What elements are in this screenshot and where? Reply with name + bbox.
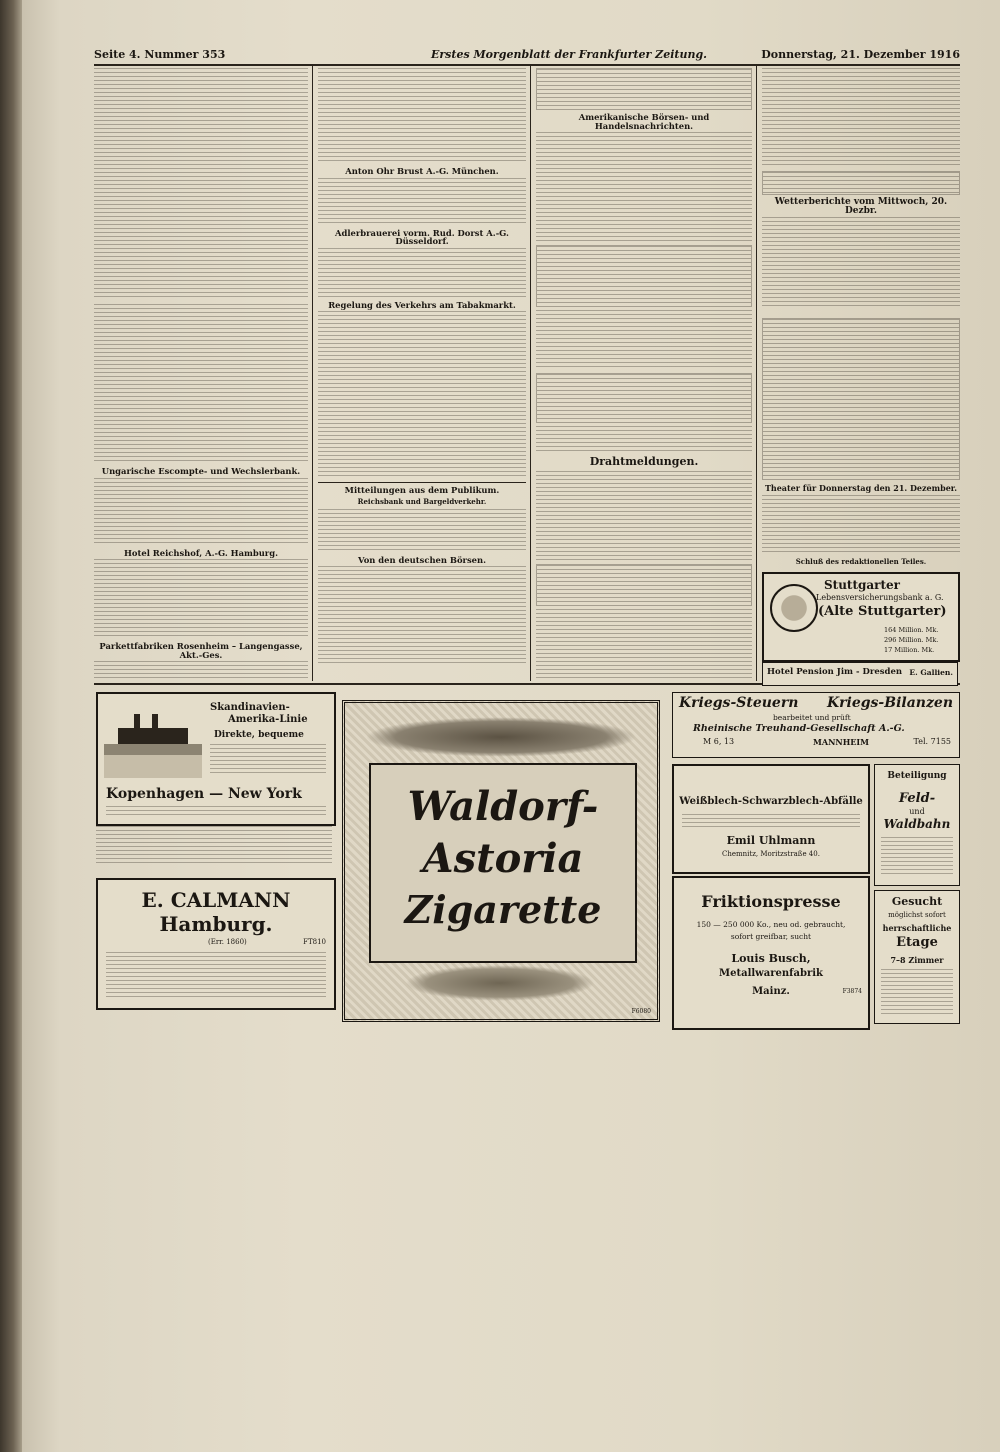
article-column-3 [536,68,752,678]
text-block [94,68,308,300]
stuttgarter-ad [762,572,960,662]
stock-table [536,68,752,110]
gesucht-line: möglichst sofort [888,911,946,919]
section-heading: Drahtmeldungen. [589,455,699,469]
seal-icon [770,584,818,632]
waldorf-code: F6080 [631,1008,651,1015]
pension-owner: E. Gallien. [909,668,953,677]
text-block [210,744,326,774]
friktion-line: 150 — 250 000 Ko., neu od. gebraucht, [696,920,846,929]
calmann-city: Hamburg. [159,912,273,936]
text-block [318,68,526,164]
text-block [318,566,526,666]
text-block [94,304,308,464]
treuhand-address: M 6, 13 [703,737,735,746]
text-block [762,68,960,168]
beteiligung-ad [874,764,960,886]
und-label: und [909,807,925,816]
article-heading: Anton Ohr Brust A.-G. München. [345,166,499,176]
article-heading: Amerikanische Börsen- und Handelsnachrichten. [578,112,710,131]
friktion-firm: Louis Busch, [731,952,811,965]
kriegs-steuern-ad [672,692,960,758]
text-block [881,837,953,877]
stock-table [536,245,752,307]
article-subheading: Reichsbank und Bargeldverkehr. [357,496,487,506]
gesucht-rooms: 7–8 Zimmer [890,955,944,965]
gesucht-title: Gesucht [891,895,943,908]
skandinavien-route: Kopenhagen — New York [106,786,302,802]
article-column-2 [318,68,526,678]
text-block [318,248,526,298]
friktion-firm-2: Metallwarenfabrik [719,968,823,979]
text-block [762,217,960,307]
stuttgarter-figure: 164 Million. Mk. [884,626,939,634]
stuttgarter-alt-name: (Alte Stuttgarter) [818,604,947,619]
text-block [94,661,308,678]
stock-table [536,564,752,606]
header-rule [94,64,960,66]
zigarette-name: Zigarette [404,887,602,932]
gesucht-line: herrschaftliche [882,923,952,933]
text-block [94,478,308,546]
beteiligung-title: Beteiligung [887,771,947,781]
text-block [762,495,960,555]
weissblech-title: Weißblech-Schwarzblech-Abfälle [679,796,863,807]
text-block [96,826,332,866]
friktion-code: F3874 [842,988,862,995]
treuhand-tel: Tel. 7155 [913,737,951,746]
calmann-ad [96,878,336,1010]
calmann-established: (Err. 1860) [208,938,247,946]
column-rule [312,66,313,681]
gesucht-etage: Etage [896,935,938,950]
astoria-name: Astoria [422,835,584,882]
skandinavien-title-2: Amerika-Linie [228,714,308,725]
text-block [536,132,752,242]
weissblech-city: Chemnitz, Moritzstraße 40. [722,850,820,858]
stuttgarter-figure: 17 Million. Mk. [884,646,935,654]
steamship-icon [104,702,202,778]
text-block [536,426,752,452]
article-heading: Von den deutschen Börsen. [357,554,486,565]
article-heading: Mitteilungen aus dem Publikum. [318,482,526,495]
skandinavien-title: Skandinavien- [210,702,290,713]
theater-column [762,484,960,574]
article-heading: Hotel Reichshof, A.-G. Hamburg. [124,547,278,558]
skandinavien-tagline: Direkte, bequeme [214,730,304,740]
stock-table [762,171,960,195]
skandinavien-amerika-ad [96,692,336,826]
text-block [536,609,752,678]
ribbon-ornament-icon [405,965,595,1001]
text-block [106,806,326,818]
feld-label: Feld- [898,791,936,806]
stuttgarter-subtitle: Lebensversicherungsbank a. G. [816,593,944,602]
gesucht-ad [874,890,960,1024]
column-rule [756,66,757,681]
article-heading: Adlerbrauerei vorm. Rud. Dorst A.-G. Düsseldorf. [335,227,509,247]
crown-ornament-icon [365,717,637,757]
kriegs-sub: bearbeitet und prüft [773,713,851,722]
stuttgarter-title: Stuttgarter [824,578,901,592]
text-block [94,559,308,639]
book-binding [0,0,22,1452]
weather-table [762,318,960,480]
treuhand-city: MANNHEIM [813,737,869,747]
calmann-name: E. CALMANN [141,888,291,912]
pension-name: Hotel Pension Jim - Dresden [767,667,903,677]
weissblech-ad [672,764,870,874]
stock-table [536,373,752,423]
treuhand-company: Rheinische Treuhand-Gesellschaft A.-G. [693,723,905,734]
article-heading: Regelung des Verkehrs am Tabakmarkt. [328,299,516,310]
text-block [106,952,326,1000]
page-number: Seite 4. Nummer 353 [94,48,226,61]
text-block [536,471,752,561]
theater-heading: Theater für Donnerstag den 21. Dezember. [764,484,958,493]
text-block [536,310,752,370]
friktionspresse-ad [672,876,870,1030]
text-block [318,311,526,479]
text-block [682,814,860,830]
weather-heading: Wetterberichte vom Mittwoch, 20. Dezbr. [774,197,948,216]
text-block [318,509,526,553]
article-column-4 [762,68,960,312]
end-editorial-note: Schluß des redaktionellen Teiles. [795,556,927,566]
text-block [318,178,526,226]
waldbahn-label: Waldbahn [883,817,951,831]
kriegs-steuern-title: Kriegs-Steuern [679,695,799,711]
pension-ad [762,662,958,686]
friktion-title: Friktionspresse [701,892,841,911]
stuttgarter-figure: 296 Million. Mk. [884,636,939,644]
column-rule [530,66,531,681]
waldorf-astoria-ad [342,700,660,1022]
friktion-city: Mainz. [752,986,790,997]
newspaper-title: Erstes Morgenblatt der Frankfurter Zeitung. [431,48,707,61]
article-column-1 [94,68,308,678]
friktion-line-2: sofort greifbar, sucht [730,932,812,941]
calmann-code: FT810 [303,938,326,946]
waldorf-name: Waldorf- [407,783,599,830]
page-header [94,48,960,64]
article-heading: Parkettfabriken Rosenheim – Langengasse, Akt.-Ges. [99,641,303,660]
text-block [881,969,953,1015]
weissblech-firm: Emil Uhlmann [726,834,816,847]
issue-date: Donnerstag, 21. Dezember 1916 [761,48,960,61]
article-heading: Ungarische Escompte- und Wechslerbank. [101,466,301,476]
kriegs-bilanzen-title: Kriegs-Bilanzen [826,695,953,711]
